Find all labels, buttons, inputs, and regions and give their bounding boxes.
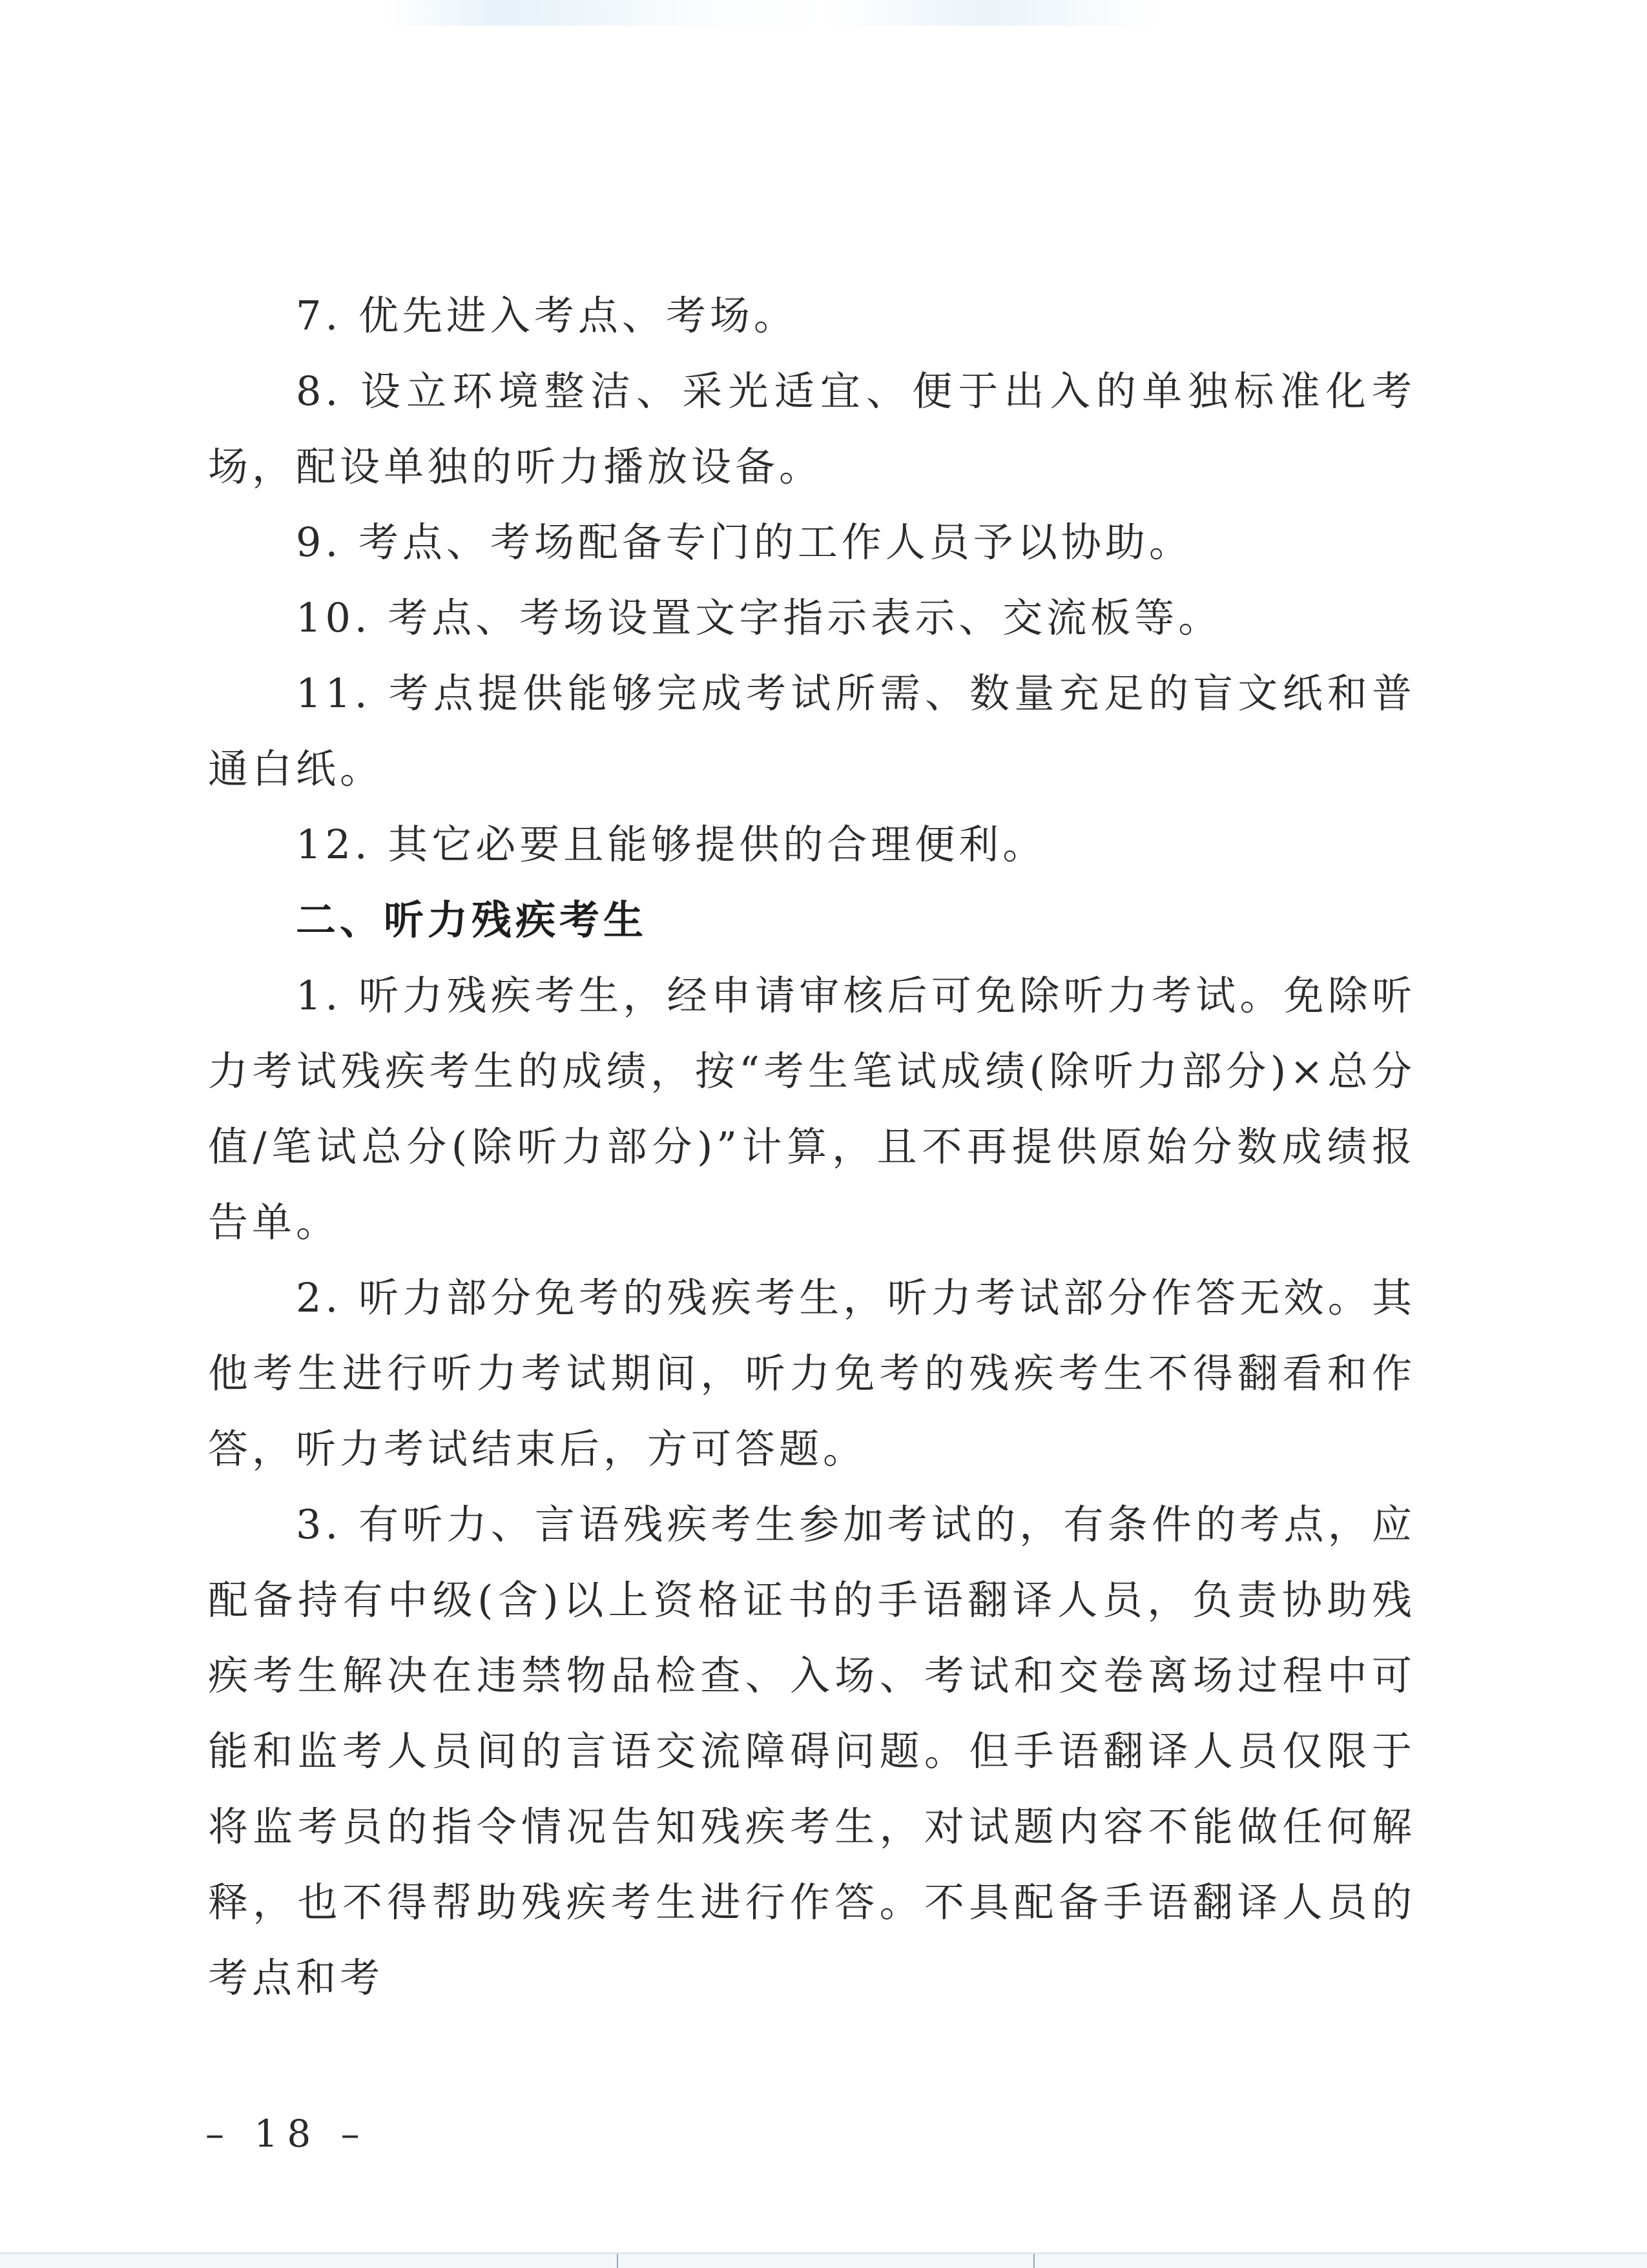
page-number: – 18 – (205, 2112, 369, 2156)
scan-edge-bottom (0, 2253, 1647, 2268)
list-item-9: 9. 考点、考场配备专门的工作人员予以协助。 (296, 519, 1193, 566)
hearing-item-1: 1. 听力残疾考生，经申请审核后可免除听力考试。免除听力考试残疾考生的成绩，按“考生笔试成绩(除听力部分)×总分值/笔试总分(除听力部分)”计算，且不再提供原始分数成绩报告单。 (208, 972, 1416, 1246)
scan-tick (617, 2254, 618, 2268)
list-item-8: 8. 设立环境整洁、采光适宜、便于出入的单独标准化考场，配设单独的听力播放设备。 (208, 367, 1416, 490)
list-item-12: 12. 其它必要且能够提供的合理便利。 (296, 821, 1047, 868)
scan-edge-top (388, 0, 1356, 26)
list-item-11: 11. 考点提供能够完成考试所需、数量充足的盲文纸和普通白纸。 (208, 670, 1416, 792)
section-heading-hearing: 二、听力残疾考生 (296, 896, 648, 943)
hearing-item-2: 2. 听力部分免考的残疾考生，听力考试部分作答无效。其他考生进行听力考试期间，听力免考的残疾考生不得翻看和作答，听力考试结束后，方可答题。 (208, 1274, 1416, 1472)
hearing-item-3: 3. 有听力、言语残疾考生参加考试的，有条件的考点，应配备持有中级(含)以上资格证书的手语翻译人员，负责协助残疾考生解决在违禁物品检查、入场、考试和交卷离场过程中可能和监考人员间的言语交流障碍问题。但手语翻译人员仅限于将监考员的指令情况告知残疾考生，对试题内容不能做任何解释，也不得帮助残疾考生进行作答。不具配备手语翻译人员的考点和考 (208, 1501, 1416, 2001)
list-item-7: 7. 优先进入考点、考场。 (296, 292, 798, 339)
list-item-10: 10. 考点、考场设置文字指示表示、交流板等。 (296, 594, 1223, 641)
scan-tick (1033, 2254, 1035, 2268)
document-body (208, 278, 1416, 2015)
